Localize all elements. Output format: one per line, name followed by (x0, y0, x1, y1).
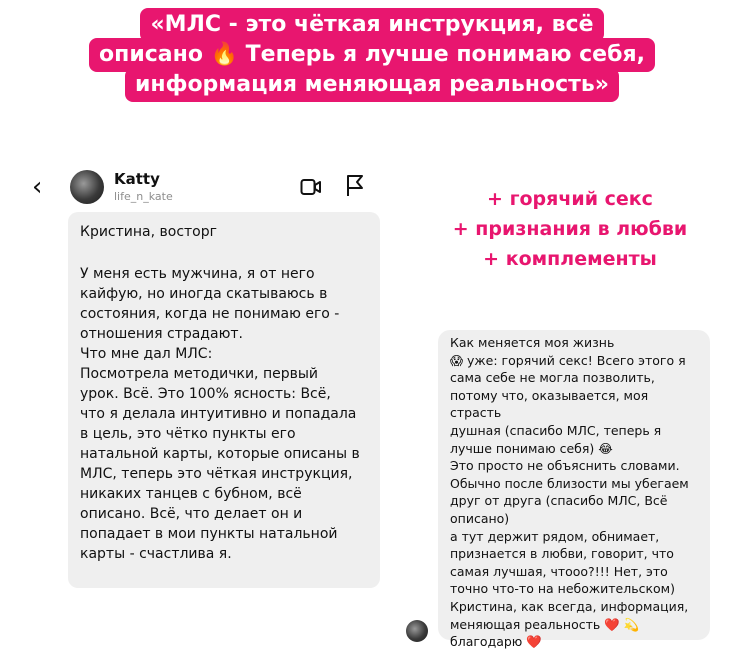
message-line: лучше понимаю себя) 😂 (450, 440, 613, 456)
message-line: урок. Всё. Это 100% ясность: Всё, (80, 386, 331, 402)
message-line: карты - счастлива я. (80, 546, 232, 562)
message-line: Это просто не объяснить словами. (450, 458, 680, 474)
message-line: потому что, оказывается, моя страсть (450, 387, 649, 421)
benefit-love-confessions: + признания в любви (452, 218, 688, 240)
avatar[interactable] (70, 170, 104, 204)
message-line: натальной карты, которые описаны в (80, 446, 360, 462)
video-camera-icon[interactable] (300, 176, 322, 198)
message-line: точно что-то на небожительском) (450, 581, 675, 597)
benefit-compliments: + комплементы (483, 248, 657, 270)
headline-line-1: «МЛС - это чёткая инструкция, всё (140, 8, 603, 42)
chevron-left-icon[interactable]: ‹ (32, 172, 43, 202)
message-line: а тут держит рядом, обнимает, (450, 528, 660, 544)
flag-icon[interactable] (344, 174, 366, 198)
message-line: в цель, это чётко пункты его (80, 426, 296, 442)
headline-line-2: описано 🔥 Теперь я лучше понимаю себя, (89, 38, 655, 72)
message-line: признается в любви, говорит, что (450, 546, 674, 562)
sender-avatar (406, 620, 428, 642)
chat-username[interactable]: Katty (114, 170, 160, 188)
message-line: кайфую, но иногда скатываюсь в (80, 286, 328, 302)
message-line: душная (спасибо МЛС, теперь я (450, 422, 662, 438)
message-line: описано. Всё, что делает он и (80, 506, 303, 522)
message-line: меняющая реальность ❤️ 💫 (450, 616, 640, 632)
message-line: Обычно после близости мы убегаем (450, 475, 689, 491)
message-line: благодарю ❤️ (450, 634, 542, 650)
message-line: Посмотрела методички, первый (80, 366, 319, 382)
right-message-bubble (438, 330, 710, 650)
message-line: самая лучшая, чтооо?!!! Нет, это (450, 563, 668, 579)
message-line: что я делала интуитивно и попадала (80, 406, 357, 422)
message-line: отношения страдают. (80, 326, 243, 342)
headline-line-3: информация меняющая реальность» (125, 68, 619, 102)
benefit-hot-sex: + горячий секс (487, 188, 653, 210)
message-line: состояния, когда не понимаю его - (80, 306, 340, 322)
message-line: Как меняется моя жизнь (450, 335, 615, 350)
message-line: описано) (450, 510, 510, 526)
message-line: У меня есть мужчина, я от него (80, 266, 315, 282)
message-line: МЛС, теперь это чёткая инструкция, (80, 466, 353, 482)
message-line: попадает в мои пункты натальной (80, 526, 338, 542)
testimonial-headline (0, 10, 744, 100)
message-line: Кристина, как всегда, информация, (450, 598, 689, 614)
chat-handle: life_n_kate (114, 190, 173, 203)
message-line: Что мне дал МЛС: (80, 346, 213, 362)
message-line: Кристина, восторг (80, 224, 217, 240)
message-line: сама себе не могла позволить, (450, 370, 655, 386)
message-line: никаких танцев с бубном, всё (80, 486, 302, 502)
chat-header (22, 168, 382, 208)
left-message-bubble (68, 212, 380, 588)
message-line: друг от друга (спасибо МЛС, Всё (450, 493, 668, 509)
message-line: 😱 уже: горячий секс! Всего этого я (450, 352, 686, 368)
